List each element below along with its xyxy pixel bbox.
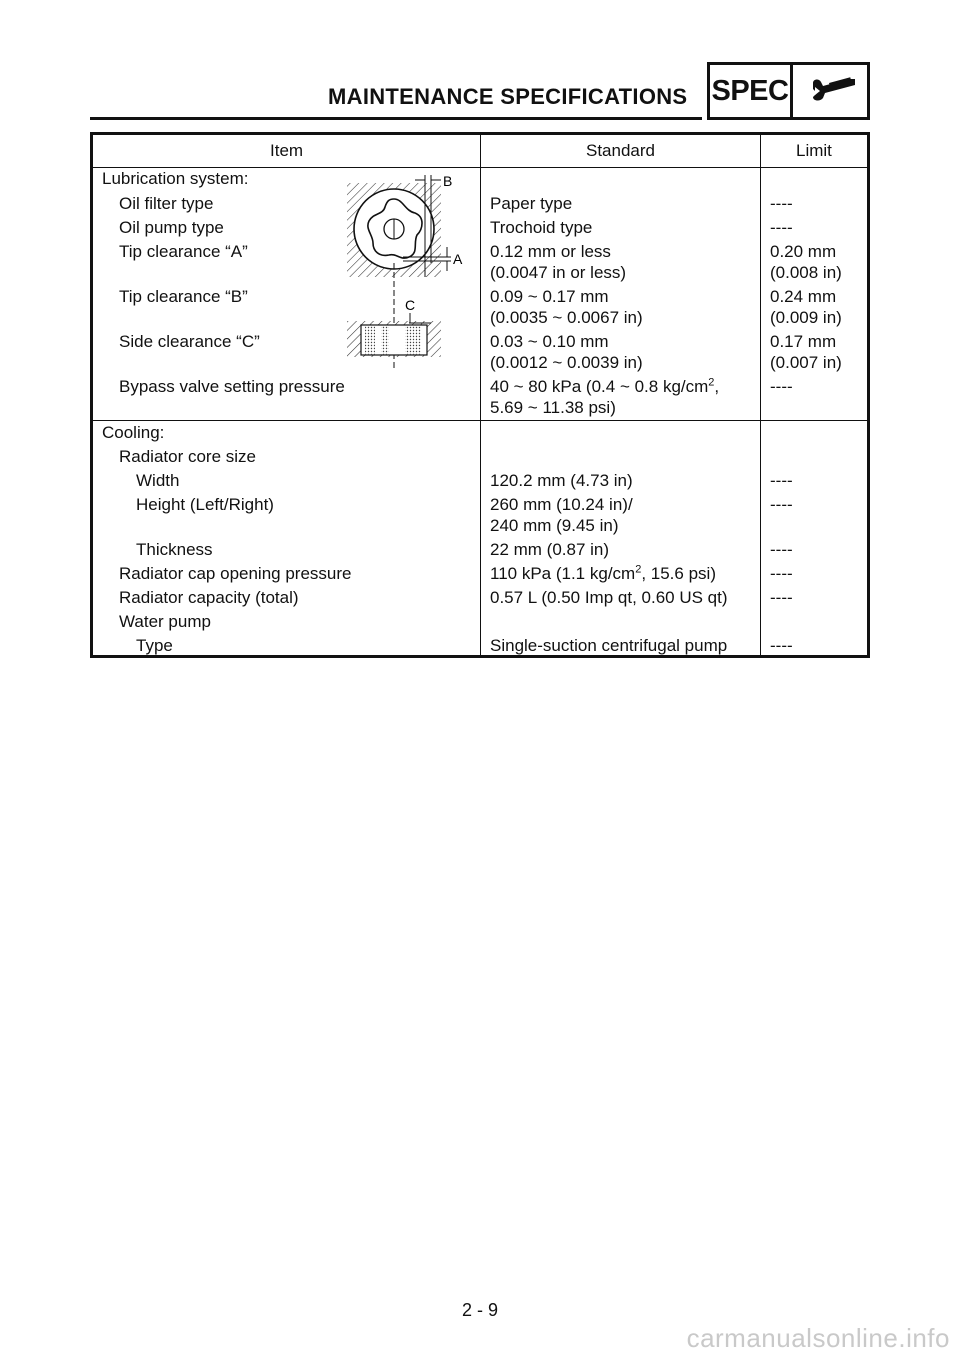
spec-table <box>90 132 870 658</box>
label-c: C <box>405 297 416 313</box>
row-standard: 120.2 mm (4.73 in) <box>490 471 633 490</box>
watermark: carmanualsonline.info <box>686 1323 950 1353</box>
row-item: Tip clearance “B” <box>119 287 248 306</box>
row-standard: 0.09 ~ 0.17 mm <box>490 287 609 306</box>
row-standard: (0.0047 in or less) <box>490 263 627 282</box>
column-header-standard: Standard <box>586 141 655 160</box>
row-item: Oil filter type <box>119 194 214 213</box>
row-item: Radiator core size <box>119 447 257 466</box>
header-rule <box>90 117 702 120</box>
row-limit: (0.008 in) <box>770 263 842 282</box>
row-limit: ---- <box>770 218 793 237</box>
row-standard: 0.03 ~ 0.10 mm <box>490 332 609 351</box>
row-item: Height (Left/Right) <box>136 495 274 514</box>
row-item: Radiator cap opening pressure <box>119 564 352 583</box>
row-item: Radiator capacity (total) <box>119 588 299 607</box>
row-limit: ---- <box>770 636 793 655</box>
row-standard: Paper type <box>490 194 573 213</box>
row-standard: 0.57 L (0.50 Imp qt, 0.60 US qt) <box>490 588 728 607</box>
rotor-section-fill <box>381 325 389 355</box>
row-limit: ---- <box>770 564 793 583</box>
row-standard: 240 mm (9.45 in) <box>490 516 619 535</box>
row-standard: 22 mm (0.87 in) <box>490 540 610 559</box>
label-b: B <box>443 173 453 189</box>
column-divider <box>760 135 761 655</box>
row-item: Thickness <box>136 540 213 559</box>
row-limit: ---- <box>770 495 793 514</box>
row-standard: (0.0035 ~ 0.0067 in) <box>490 308 643 327</box>
page-number: 2 - 9 <box>461 1300 499 1320</box>
section-divider <box>93 420 867 421</box>
spec-icon-box <box>790 62 870 120</box>
rotor-section-fill <box>405 325 421 355</box>
row-limit: ---- <box>770 377 793 396</box>
column-header-item: Item <box>270 141 304 160</box>
row-limit: ---- <box>770 194 793 213</box>
column-header-limit: Limit <box>796 141 832 160</box>
row-standard: 40 ~ 80 kPa (0.4 ~ 0.8 $kg/cm^2$, <box>490 376 720 396</box>
row-item: Side clearance “C” <box>119 332 260 351</box>
row-standard: 5.69 ~ 11.38 psi) <box>490 398 616 417</box>
row-standard: Single-suction centrifugal pump <box>490 636 728 655</box>
row-limit: ---- <box>770 540 793 559</box>
section-heading: Lubrication system: <box>102 169 249 188</box>
row-standard: 260 mm (10.24 in)/ <box>490 495 633 514</box>
row-item: Type <box>136 636 173 655</box>
row-item: Tip clearance “A” <box>119 242 248 261</box>
row-limit: (0.009 in) <box>770 308 842 327</box>
oil-pump-diagram <box>343 173 477 373</box>
row-limit: ---- <box>770 588 793 607</box>
row-item: Width <box>136 471 180 490</box>
row-item: Bypass valve setting pressure <box>119 377 345 396</box>
wrench-icon <box>793 65 867 117</box>
row-limit: 0.24 mm <box>770 287 837 306</box>
row-limit: 0.20 mm <box>770 242 837 261</box>
row-standard: Trochoid type <box>490 218 593 237</box>
row-limit: (0.007 in) <box>770 353 842 372</box>
row-standard: 110 kPa (1.1 $kg/cm^2$, 15.6 psi) <box>490 563 716 583</box>
row-standard: (0.0012 ~ 0.0039 in) <box>490 353 643 372</box>
column-divider <box>480 135 481 655</box>
row-limit: 0.17 mm <box>770 332 837 351</box>
row-limit: ---- <box>770 471 793 490</box>
row-item: Water pump <box>119 612 211 631</box>
row-item: Oil pump type <box>119 218 224 237</box>
section-heading: Cooling: <box>102 423 165 442</box>
rotor-section-fill <box>365 325 375 355</box>
row-standard: 0.12 mm or less <box>490 242 611 261</box>
spec-badge: SPEC <box>707 62 793 120</box>
page-title: MAINTENANCE SPECIFICATIONS <box>328 84 688 109</box>
label-a: A <box>453 251 463 267</box>
